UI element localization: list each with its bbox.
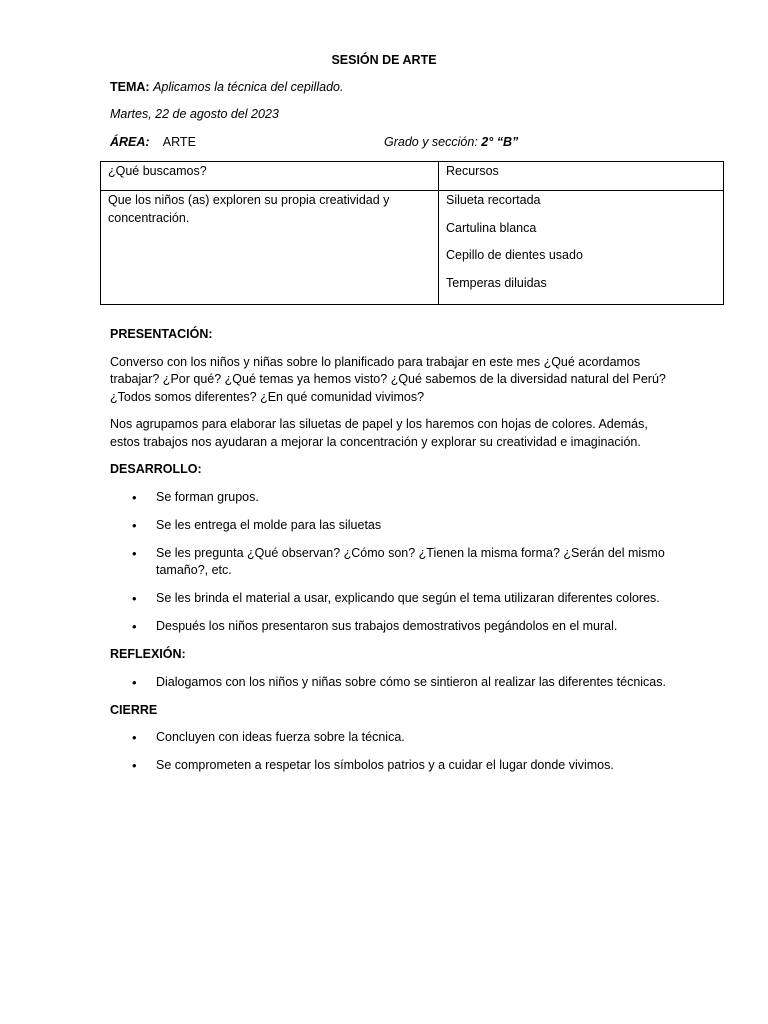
table-row — [101, 191, 724, 305]
list-item — [110, 545, 670, 580]
reflexion-heading: REFLEXIÓN: — [110, 647, 186, 661]
bullet-icon: • — [132, 619, 137, 634]
list-item — [110, 729, 670, 747]
bullet-icon: • — [132, 674, 137, 690]
list-item-text: Se les brinda el material a usar, explicando que según el tema utilizaran diferentes colores. — [156, 591, 660, 605]
grado-value: 2° “B” — [481, 135, 519, 149]
bullet-icon: • — [132, 730, 137, 745]
grado-line — [384, 134, 518, 152]
list-item — [110, 489, 670, 507]
cierre-list — [110, 729, 670, 775]
resources-cell — [439, 191, 724, 305]
presentacion-paragraph: Converso con los niños y niñas sobre lo planificado para trabajar en este mes ¿Qué acordamos trabajar? ¿Por qué? ¿Qué temas ya hemos visto? ¿Qué sabemos de la diversidad natural del Perú? ¿Todos somos diferentes? ¿En qué comunidad vivimos? — [110, 354, 666, 404]
resource-item: Temperas diluidas — [446, 275, 547, 290]
tema-label: TEMA: — [110, 80, 150, 94]
table-header-row — [101, 162, 724, 191]
objective-cell: Que los niños (as) exploren su propia creatividad y concentración. — [101, 191, 439, 305]
bullet-icon: • — [132, 489, 137, 505]
list-item-text: Se forman grupos. — [156, 489, 259, 504]
presentacion-paragraph: Nos agrupamos para elaborar las siluetas de papel y los haremos con hojas de colores. Además, estos trabajos nos ayudaran a mejorar la concentración y explorar su creatividad e imaginación. — [110, 417, 648, 449]
list-item — [110, 590, 670, 608]
list-item-text: Se comprometen a respetar los símbolos patrios y a cuidar el lugar donde vivimos. — [156, 758, 614, 772]
list-item-text: Dialogamos con los niños y niñas sobre cómo se sintieron al realizar las diferentes técnicas. — [156, 674, 666, 689]
session-date: Martes, 22 de agosto del 2023 — [110, 107, 279, 121]
tema-line — [110, 79, 343, 97]
list-item-text: Se les entrega el molde para las siluetas — [156, 517, 382, 532]
desarrollo-heading: DESARROLLO: — [110, 462, 202, 476]
table-header-objective: ¿Qué buscamos? — [101, 162, 439, 191]
resource-item: Silueta recortada — [446, 193, 541, 207]
document-title: SESIÓN DE ARTE — [331, 53, 437, 67]
list-item — [110, 618, 670, 636]
list-item-text: Concluyen con ideas fuerza sobre la técnica. — [156, 730, 405, 744]
area-value: ARTE — [162, 135, 196, 149]
reflexion-list — [110, 674, 670, 692]
list-item — [110, 674, 670, 692]
cierre-heading: CIERRE — [110, 702, 158, 717]
list-item-text: Se les pregunta ¿Qué observan? ¿Cómo son? ¿Tienen la misma forma? ¿Serán del mismo tamaño?, etc. — [156, 545, 665, 577]
list-item — [110, 757, 670, 775]
resource-item: Cepillo de dientes usado — [446, 248, 583, 262]
presentacion-heading: PRESENTACIÓN: — [110, 327, 213, 341]
bullet-icon: • — [132, 517, 137, 533]
bullet-icon: • — [132, 545, 137, 561]
desarrollo-list — [110, 489, 670, 636]
session-content — [110, 326, 670, 785]
grado-label: Grado y sección: — [384, 135, 478, 149]
bullet-icon: • — [132, 591, 137, 606]
list-item-text: Después los niños presentaron sus trabajos demostrativos pegándolos en el mural. — [156, 619, 618, 633]
objectives-resources-table — [100, 161, 724, 305]
list-item — [110, 517, 670, 535]
tema-value: Aplicamos la técnica del cepillado. — [153, 80, 344, 94]
bullet-icon: • — [132, 758, 137, 773]
table-header-resources: Recursos — [439, 162, 724, 191]
area-line — [110, 134, 196, 152]
resource-item: Cartulina blanca — [446, 220, 537, 235]
area-label: ÁREA: — [110, 135, 150, 149]
